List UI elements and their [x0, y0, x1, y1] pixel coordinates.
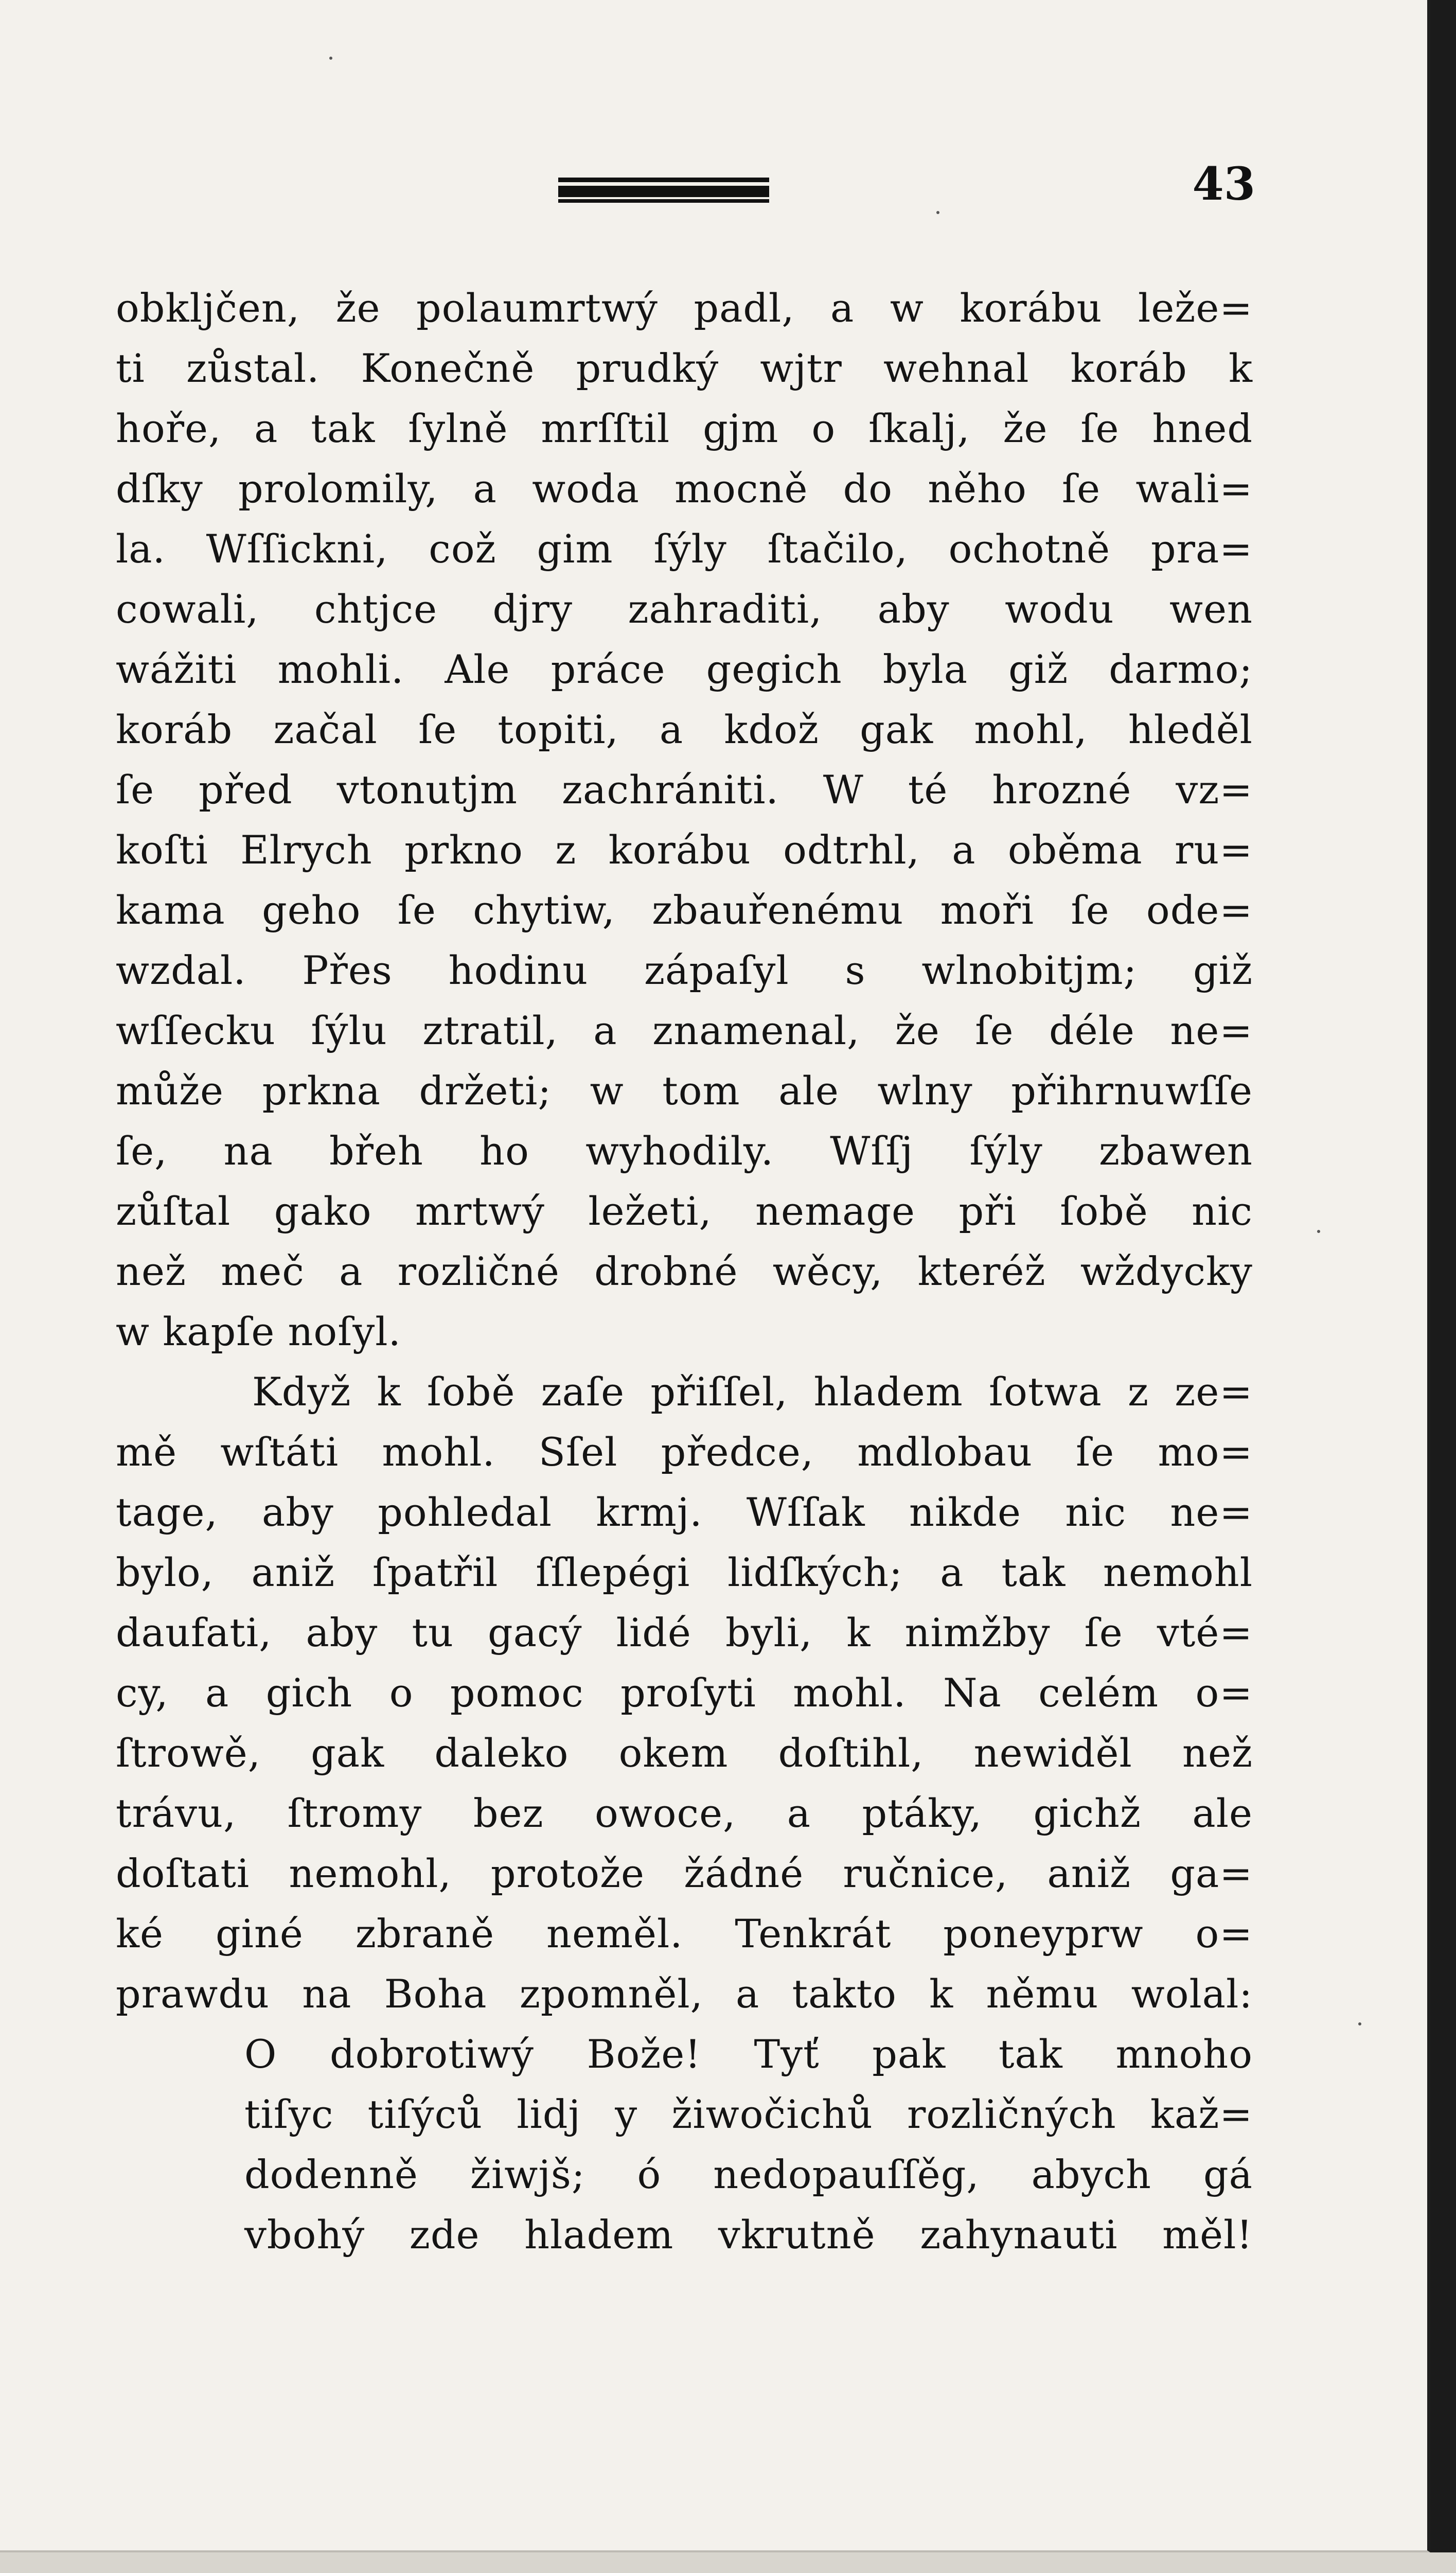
- text-line: prawdu na Boha zpomněl, a takto k němu wolal:: [116, 1971, 1253, 2017]
- text-line: ti zůstal. Konečně prudký wjtr wehnal koráb k: [116, 345, 1253, 391]
- header-ornament-rule: [558, 178, 769, 203]
- text-line: ſe, na břeh ho wyhodily. Wſſj ſýly zbawen: [116, 1128, 1253, 1174]
- text-line: wážiti mohli. Ale práce gegich byla giž darmo;: [116, 646, 1253, 692]
- ornament-rule-top: [558, 178, 769, 182]
- text-line: cowali, chtjce djry zahraditi, aby wodu wen: [116, 586, 1253, 632]
- text-line: la. Wſſickni, což gim ſýly ſtačilo, ochotně pra=: [116, 526, 1253, 572]
- text-line: tage, aby pohledal krmj. Wſſak nikde nic ne=: [116, 1489, 1253, 1535]
- text-line: ſe před vtonutjm zachrániti. W té hrozné vz=: [116, 767, 1253, 813]
- text-line: ké giné zbraně neměl. Tenkrát poneyprw o=: [116, 1911, 1253, 1957]
- page-bottom-margin: [0, 2552, 1456, 2573]
- prayer-line: tiſyc tiſýců lidj y žiwočichů rozličných kaž=: [244, 2091, 1253, 2137]
- text-line: než meč a rozličné drobné wěcy, kteréž wždycky: [116, 1248, 1253, 1294]
- text-line: hoře, a tak ſylně mrſſtil gjm o ſkalj, že ſe hned: [116, 406, 1253, 451]
- paper-speck: [1358, 2022, 1361, 2025]
- ornament-rule-middle: [558, 186, 769, 197]
- prayer-line: O dobrotiwý Bože! Tyť pak tak mnoho: [244, 2031, 1253, 2077]
- text-line: koſti Elrych prkno z korábu odtrhl, a oběma ru=: [116, 827, 1253, 873]
- ornament-rule-bottom: [558, 199, 769, 203]
- text-line: zůſtal gako mrtwý ležeti, nemage při ſobě nic: [116, 1188, 1253, 1234]
- prayer-line: vbohý zde hladem vkrutně zahynauti měl!: [244, 2212, 1253, 2258]
- text-line: doſtati nemohl, protože žádné ručnice, aniž ga=: [116, 1851, 1253, 1896]
- text-line: ſtrowě, gak daleko okem doſtihl, newiděl než: [116, 1730, 1253, 1776]
- text-line: wzdal. Přes hodinu zápaſyl s wlnobitjm; giž: [116, 947, 1253, 993]
- paper-speck: [936, 211, 939, 214]
- paragraph-start-line: Když k ſobě zaſe přiſſel, hladem ſotwa z ze=: [252, 1369, 1253, 1415]
- text-line: bylo, aniž ſpatřil ſſlepégi lidſkých; a tak nemohl: [116, 1549, 1253, 1595]
- text-line: trávu, ſtromy bez owoce, a ptáky, gichž ale: [116, 1790, 1253, 1836]
- page-number: 43: [1192, 157, 1255, 210]
- text-line: daufati, aby tu gacý lidé byli, k nimžby ſe vté=: [116, 1610, 1253, 1655]
- text-line: dſky prolomily, a woda mocně do něho ſe wali=: [116, 466, 1253, 512]
- text-line: mě wſtáti mohl. Sſel předce, mdlobau ſe mo=: [116, 1429, 1253, 1475]
- paper-speck: [1317, 1230, 1320, 1233]
- text-line: obkljčen, že polaumrtwý padl, a w korábu leže=: [116, 285, 1253, 331]
- text-line: koráb začal ſe topiti, a kdož gak mohl, hleděl: [116, 707, 1253, 752]
- page-edge-shadow: [1430, 0, 1456, 2573]
- prayer-line: dodenně žiwjš; ó nedopauſſěg, abych gá: [244, 2152, 1253, 2197]
- paragraph-end-line: w kapſe noſyl.: [116, 1309, 401, 1354]
- text-line: může prkna držeti; w tom ale wlny přihrnuwſſe: [116, 1068, 1253, 1114]
- body-text: [116, 278, 1253, 2265]
- text-line: cy, a gich o pomoc proſyti mohl. Na celém o=: [116, 1670, 1253, 1716]
- text-line: wſſecku ſýlu ztratil, a znamenal, že ſe déle ne=: [116, 1008, 1253, 1053]
- text-line: kama geho ſe chytiw, zbauřenému moři ſe ode=: [116, 887, 1253, 933]
- paper-speck: [329, 57, 332, 60]
